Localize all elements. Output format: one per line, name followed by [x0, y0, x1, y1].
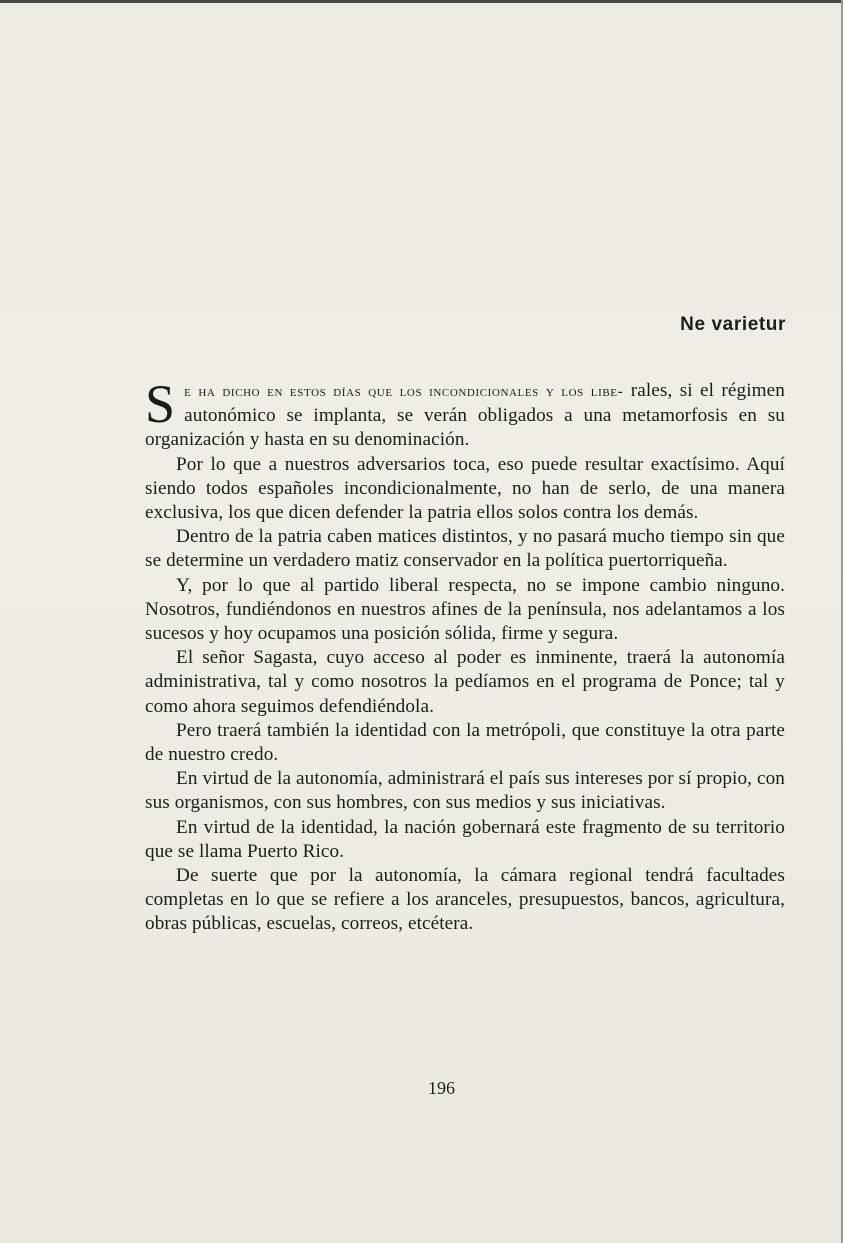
- page-number: 196: [428, 1078, 455, 1098]
- paragraph: Y, por lo que al partido liberal respecta, no se impone cambio ninguno. Nosotros, fundiéndonos en nuestros afines de la península, nos adelantamos a los sucesos y hoy ocupamos una posición sólida, firme y segura.: [145, 574, 785, 645]
- opening-rest: rales, si el régimen autonómico se implanta, se verán obligados a una metamorfosis en su organización y hasta en su denominación.: [145, 380, 785, 451]
- paragraph: Pero traerá también la identidad con la metrópoli, que constituye la otra parte de nuestro credo.: [145, 719, 785, 766]
- paragraph: Por lo que a nuestros adversarios toca, eso puede resultar exactísimo. Aquí siendo todos españoles incondicionalmente, no han de serlo, de una manera exclusiva, los que dicen defender la patria ellos solos contra los demás.: [145, 453, 785, 524]
- chapter-heading: Ne varietur: [680, 314, 786, 335]
- paragraph: En virtud de la autonomía, administrará el país sus intereses por sí propio, con sus organismos, con sus hombres, con sus medios y sus iniciativas.: [145, 768, 785, 814]
- paragraph: El señor Sagasta, cuyo acceso al poder es inminente, traerá la autonomía administrativa, tal y como nosotros la pedíamos en el programa de Ponce; tal y como ahora seguimos defendiéndola.: [145, 647, 785, 717]
- opening-paragraph: [145, 374, 785, 453]
- opening-small-caps: e ha dicho en estos días que los incondicionales y los libe-: [184, 383, 624, 400]
- page-top-edge: [0, 0, 843, 3]
- paragraph: De suerte que por la autonomía, la cámara regional tendrá facultades completas en lo que se refiere a los aranceles, presupuestos, bancos, agricultura, obras públicas, escuelas, correos, etcétera.: [145, 865, 785, 935]
- drop-cap: S: [145, 374, 176, 434]
- paragraph: Dentro de la patria caben matices distintos, y no pasará mucho tiempo sin que se determine un verdadero matiz conservador en la política puertorriqueña.: [145, 526, 785, 572]
- paragraph: En virtud de la identidad, la nación gobernará este fragmento de su territorio que se llama Puerto Rico.: [145, 816, 785, 862]
- body-text: [145, 374, 785, 937]
